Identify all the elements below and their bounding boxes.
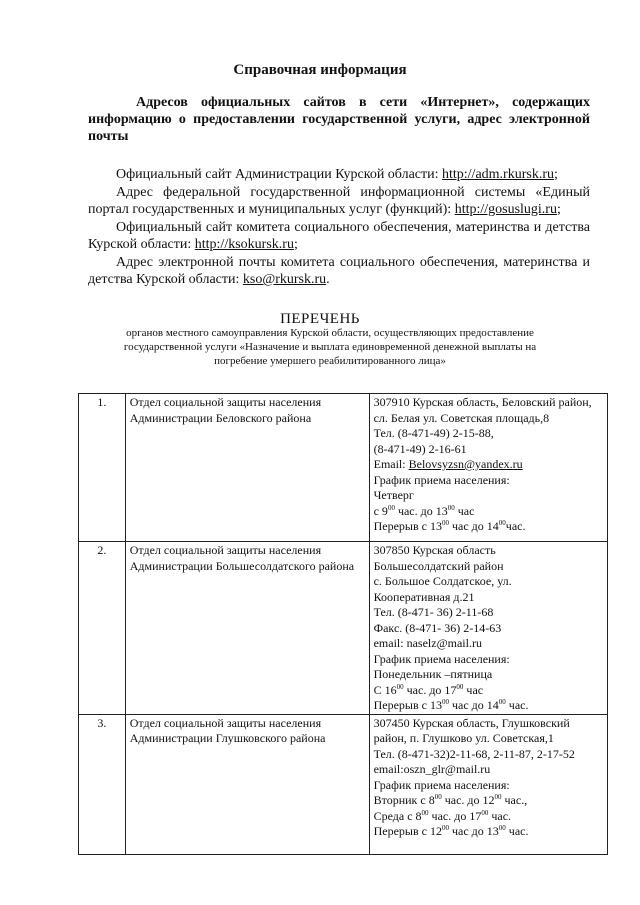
email-link[interactable]: Belovsyzsn@yandex.ru bbox=[408, 457, 523, 471]
org-email: email:oszn_glr@mail.ru bbox=[373, 762, 491, 776]
org-contacts bbox=[369, 542, 607, 715]
row-number: 1. bbox=[79, 394, 126, 542]
org-address-line: Большесолдатский район bbox=[373, 558, 504, 573]
link-admin-site[interactable]: http://adm.rkursk.ru bbox=[442, 167, 554, 182]
list-title: ПЕРЕЧЕНЬ bbox=[280, 311, 360, 327]
link-committee-email[interactable]: kso@rkursk.ru bbox=[242, 272, 327, 287]
table-row bbox=[79, 394, 608, 542]
org-phone-2: (8-471-49) 2-16-61 bbox=[373, 441, 467, 456]
schedule-break: Перерыв с $13^{00}$ час до $14^{00}$ час. bbox=[373, 698, 529, 712]
info-gosuslugi: Адрес федеральной государственной информационной системы «Единый портал государственных и муниципальных услуг (функций): http://gosuslugi.ru; bbox=[88, 184, 590, 217]
schedule-break: Перерыв с $12^{00}$ час до $13^{00}$ час. bbox=[373, 824, 529, 838]
org-contacts bbox=[369, 394, 607, 542]
schedule-label: График приема населения: bbox=[373, 472, 510, 487]
org-email: email: naselz@mail.ru bbox=[373, 636, 482, 650]
schedule-hours: С $16^{00}$ час. до $17^{00}$ час bbox=[373, 682, 484, 697]
org-phone: Тел. (8-471-49) 2-15-88, bbox=[373, 426, 494, 440]
schedule-days: Четверг bbox=[373, 488, 414, 502]
org-contacts bbox=[369, 714, 607, 854]
schedule-hours: с $9^{00}$ час. до $13^{00}$ час bbox=[373, 503, 475, 518]
org-phone: Тел. (8-471-32)2-11-68, 2-11-87, 2-17-52 bbox=[373, 746, 575, 761]
schedule-label: График приема населения: bbox=[373, 651, 510, 666]
schedule-label: График приема населения: bbox=[373, 777, 510, 792]
org-name: Отдел социальной защиты населения Администрации Глушковского района bbox=[125, 714, 369, 854]
org-email: Email: Belovsyzsn@yandex.ru bbox=[373, 457, 523, 471]
org-address: 307910 Курская область, Беловский район, сл. Белая ул. Советская площадь,8 bbox=[373, 395, 592, 425]
org-address-line: 307850 Курская область bbox=[373, 543, 496, 557]
row-number: 3. bbox=[79, 714, 126, 854]
schedule-day-2: Среда с $8^{00}$ час. до $17^{00}$ час. bbox=[373, 808, 512, 823]
page-title: Справочная информация bbox=[233, 62, 407, 78]
table-row bbox=[79, 714, 608, 854]
schedule-day-1: Вторник с $8^{00}$ час. до $12^{00}$ час., bbox=[373, 793, 528, 807]
link-committee-site[interactable]: http://ksokursk.ru bbox=[194, 237, 294, 252]
org-phone: Тел. (8-471- 36) 2-11-68 bbox=[373, 605, 494, 619]
page-subtitle: Адресов официальных сайтов в сети «Интернет», содержащих информацию о предоставлении государственной услуги, адрес электронной почты bbox=[88, 95, 590, 144]
org-address-line: Кооперативная д.21 bbox=[373, 589, 475, 604]
info-committee-email: Адрес электронной почты комитета социального обеспечения, материнства и детства Курской области: kso@rkursk.ru. bbox=[88, 254, 590, 287]
info-admin-site: Официальный сайт Администрации Курской области: http://adm.rkursk.ru; bbox=[116, 167, 558, 182]
org-name: Отдел социальной защиты населения Администрации Большесолдатского района bbox=[125, 542, 369, 715]
info-block bbox=[88, 166, 590, 289]
organizations-table bbox=[78, 393, 608, 855]
schedule-days: Понедельник –пятница bbox=[373, 667, 493, 681]
org-address: 307450 Курская область, Глушковский район, п. Глушково ул. Советская,1 bbox=[373, 715, 570, 745]
link-gosuslugi[interactable]: http://gosuslugi.ru bbox=[454, 202, 557, 217]
list-description: органов местного самоуправления Курской области, осуществляющих предоставление государственной услуги «Назначение и выплата единовременной денежной выплаты на погребение умершего реабилитированного лица» bbox=[123, 327, 537, 367]
table-row bbox=[79, 542, 608, 715]
schedule-break: Перерыв с $13^{00}$ час до $14^{00}час$. bbox=[373, 519, 526, 533]
org-fax: Факс. (8-471- 36) 2-14-63 bbox=[373, 620, 502, 635]
info-committee-site: Официальный сайт комитета социального обеспечения, материнства и детства Курской области: http://ksokursk.ru; bbox=[88, 219, 590, 252]
row-number: 2. bbox=[79, 542, 126, 715]
org-address-line: с. Большое Солдатское, ул. bbox=[373, 574, 512, 588]
org-name: Отдел социальной защиты населения Администрации Беловского района bbox=[125, 394, 369, 542]
